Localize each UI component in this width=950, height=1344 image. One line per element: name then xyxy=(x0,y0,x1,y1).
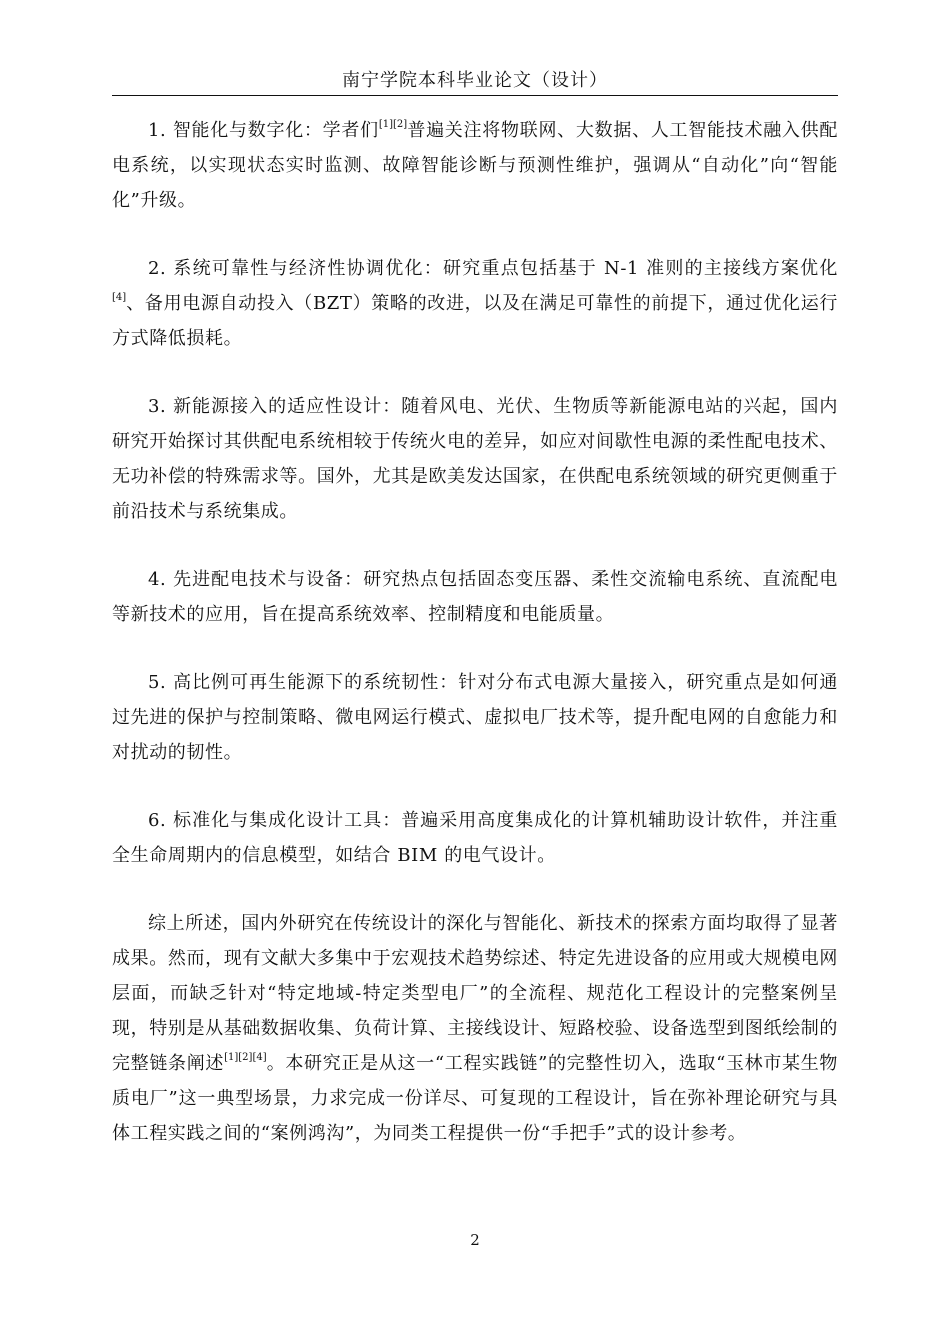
paragraph-intelligent-digital xyxy=(112,113,838,218)
citation-ref: [1] xyxy=(378,119,394,130)
paragraph-reliability-economy xyxy=(112,251,838,356)
paragraph-text: 2. 系统可靠性与经济性协调优化：研究重点包括基于 N-1 准则的主接线方案优化 xyxy=(148,258,838,279)
citation-ref: [1] xyxy=(224,1052,239,1063)
citation-ref: [4] xyxy=(252,1052,267,1063)
header-divider xyxy=(112,95,838,96)
paragraph-text: 综上所述，国内外研究在传统设计的深化与智能化、新技术的探索方面均取得了显著成果。然而，现有文献大多集中于宏观技术趋势综述、特定先进设备的应用或大规模电网层面，而缺乏针对“特定地域-特定类型电厂”的全流程、规范化工程设计的完整案例呈现，特别是从基础数据收集、负荷计算、主接线设计、短路校验、设备选型到图纸绘制的完整链条阐述 xyxy=(112,913,838,1074)
paragraph-text: 。本研究正是从这一“工程实践链”的完整性切入，选取“玉林市某生物质电厂”这一典型场景，力求完成一份详尽、可复现的工程设计，旨在弥补理论研究与具体工程实践之间的“案例鸿沟”，为同类工程提供一份“手把手”式的设计参考。 xyxy=(112,1053,838,1144)
citation-ref: [2] xyxy=(393,119,408,130)
citation-ref: [2] xyxy=(238,1052,253,1063)
page-header-title: 南宁学院本科毕业论文（设计） xyxy=(342,70,608,91)
body-content xyxy=(112,113,838,1151)
paragraph-text: 、备用电源自动投入（BZT）策略的改进，以及在满足可靠性的前提下，通过优化运行方式降低损耗。 xyxy=(112,293,838,349)
paragraph-advanced-distribution: 4. 先进配电技术与设备：研究热点包括固态变压器、柔性交流输电系统、直流配电等新技术的应用，旨在提高系统效率、控制精度和电能质量。 xyxy=(112,569,838,625)
citation-ref: [4] xyxy=(112,292,127,303)
paragraph-new-energy: 3. 新能源接入的适应性设计：随着风电、光伏、生物质等新能源电站的兴起，国内研究开始探讨其供配电系统相较于传统火电的差异，如应对间歇性电源的柔性配电技术、无功补偿的特殊需求等。国外，尤其是欧美发达国家，在供配电系统领域的研究更侧重于前沿技术与系统集成。 xyxy=(112,396,838,522)
paragraph-text: 1. 智能化与数字化：学者们 xyxy=(148,120,379,141)
paragraph-system-resilience: 5. 高比例可再生能源下的系统韧性：针对分布式电源大量接入，研究重点是如何通过先进的保护与控制策略、微电网运行模式、虚拟电厂技术等，提升配电网的自愈能力和对扰动的韧性。 xyxy=(112,672,838,763)
page-number: 2 xyxy=(470,1231,480,1249)
paragraph-text: 普遍关注将物联网、大数据、人工智能技术融入供配电系统，以实现状态实时监测、故障智能诊断与预测性维护，强调从“自动化”向“智能化”升级。 xyxy=(112,120,838,211)
paragraph-design-tools: 6. 标准化与集成化设计工具：普遍采用高度集成化的计算机辅助设计软件，并注重全生命周期内的信息模型，如结合 BIM 的电气设计。 xyxy=(112,810,838,866)
paragraph-summary xyxy=(112,906,838,1151)
